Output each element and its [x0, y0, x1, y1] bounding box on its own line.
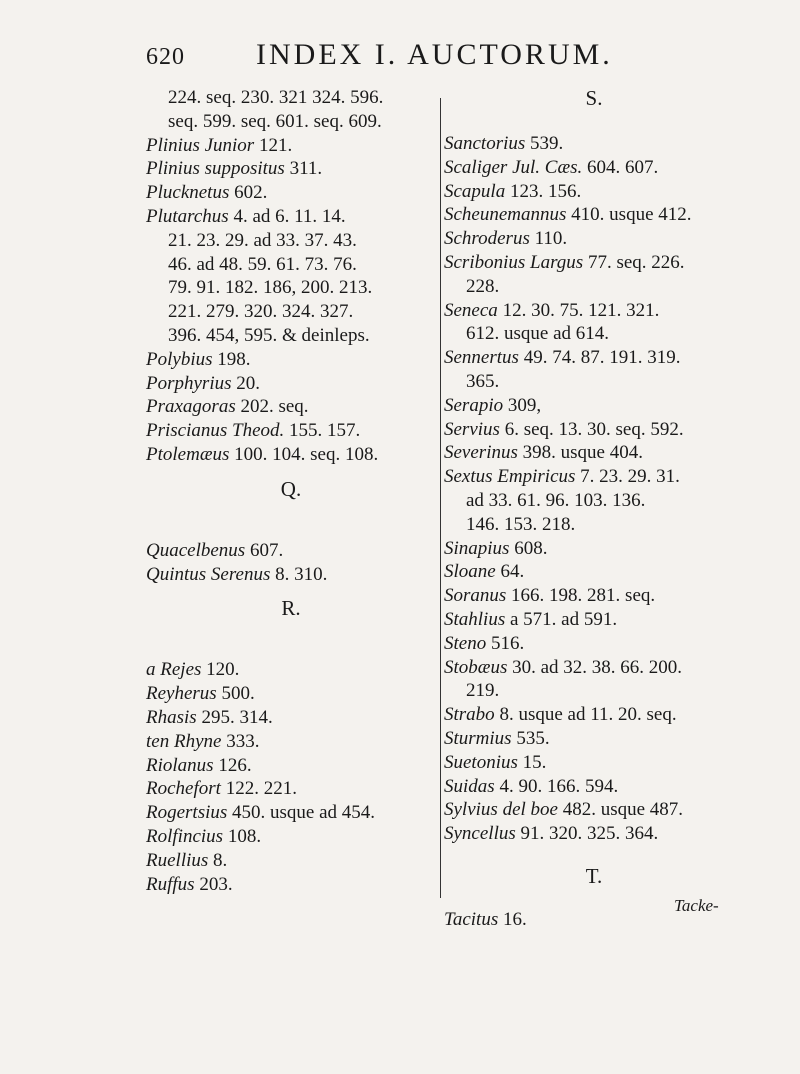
section-letter-q: Q. — [280, 476, 302, 501]
author-name: ten Rhyne — [146, 730, 222, 752]
index-entry — [146, 563, 436, 587]
page-references: 121. — [254, 134, 293, 156]
page-references: 396. 454, 595. & deinleps. — [168, 324, 370, 346]
page-references: 49. 74. 87. 191. 319. — [518, 347, 681, 369]
page-references: 123. 156. — [505, 180, 582, 202]
author-name: Rochefort — [146, 778, 221, 800]
index-entry — [146, 777, 436, 801]
page-references: 64. — [495, 561, 525, 583]
author-name: Ptolemæus — [146, 443, 230, 465]
author-name: Rhasis — [146, 706, 197, 728]
page-references: ad 33. 61. 96. 103. 136. — [466, 489, 646, 511]
author-name: Polybius — [146, 348, 213, 370]
author-name: a Rejes — [146, 659, 202, 681]
index-entry-continuation — [146, 276, 436, 300]
page-references: 410. usque 412. — [566, 204, 692, 226]
page-references: 228. — [466, 275, 500, 297]
page-references: 516. — [486, 632, 525, 654]
page-references: 122. 221. — [220, 778, 297, 800]
section-letter-t: T. — [585, 863, 603, 888]
index-entry — [444, 632, 744, 656]
index-entry — [444, 180, 744, 204]
author-name: Soranus — [444, 585, 507, 607]
index-entry-continuation — [146, 324, 436, 348]
author-name: Porphyrius — [146, 372, 232, 394]
page-references: 539. — [525, 133, 564, 154]
index-entry-continuation — [444, 275, 744, 299]
page-references: 224. seq. 230. 321 324. 596. — [168, 87, 384, 108]
author-name: Plutarchus — [146, 205, 229, 227]
author-name: Scapula — [444, 180, 506, 202]
page-references: 12. 30. 75. 121. 321. — [497, 299, 660, 321]
index-entry — [146, 658, 436, 682]
index-entry-continuation — [444, 370, 744, 394]
index-entry — [444, 441, 744, 465]
page-header — [146, 38, 746, 78]
index-entry — [146, 539, 436, 563]
author-name: Scheunemannus — [444, 204, 567, 226]
index-entry — [146, 825, 436, 849]
author-name: Plinius suppositus — [146, 158, 285, 180]
index-entry — [444, 346, 744, 370]
index-entry — [444, 537, 744, 561]
author-name: Quintus Serenus — [146, 563, 271, 585]
author-name: Syncellus — [444, 823, 516, 845]
page-references: 612. usque ad 614. — [466, 323, 610, 345]
index-block — [146, 539, 436, 587]
index-entry — [146, 873, 436, 897]
author-name: Suetonius — [444, 751, 518, 773]
index-entry — [444, 132, 744, 156]
page-references: 203. — [194, 873, 233, 895]
page-references: 202. seq. — [235, 396, 309, 418]
author-name: Sanctorius — [444, 133, 526, 154]
page-references: 155. 157. — [284, 420, 361, 442]
author-name: Strabo — [444, 704, 495, 726]
index-entry — [146, 134, 436, 158]
page-references: 221. 279. 320. 324. 327. — [168, 301, 354, 323]
author-name: Serapio — [444, 394, 504, 416]
index-entry — [444, 227, 744, 251]
column-divider — [440, 98, 441, 898]
author-name: Rogertsius — [146, 802, 228, 824]
page-references: 607. — [245, 539, 284, 561]
author-name: Stobæus — [444, 656, 508, 678]
page-references: 91. 320. 325. 364. — [515, 823, 659, 845]
page-references: 110. — [529, 228, 568, 250]
page-references: 120. — [201, 659, 240, 681]
index-entry — [444, 584, 744, 608]
page-references: 100. 104. seq. 108. — [229, 443, 379, 465]
page-references: 8. — [208, 849, 228, 871]
index-entry — [444, 775, 744, 799]
index-entry — [444, 656, 744, 680]
index-entry — [444, 156, 744, 180]
page-references: 20. — [231, 372, 260, 394]
page-references: 450. usque ad 454. — [227, 802, 376, 824]
index-entry-continuation — [146, 253, 436, 277]
index-entry-continuation — [146, 86, 436, 110]
index-block — [444, 132, 744, 846]
index-entry — [146, 849, 436, 873]
page-references: 535. — [511, 727, 550, 749]
page-references: 198. — [212, 348, 251, 370]
page-references: 311. — [284, 158, 323, 180]
section-letter-r: R. — [281, 596, 301, 621]
author-name: Tacitus — [444, 908, 499, 930]
author-name: Schroderus — [444, 228, 530, 250]
index-entry — [444, 418, 744, 442]
page-references: 6. seq. 13. 30. seq. 592. — [499, 418, 684, 440]
page-references: 295. 314. — [196, 706, 273, 728]
author-name: Sloane — [444, 561, 496, 583]
index-entry — [444, 703, 744, 727]
index-entry — [146, 372, 436, 396]
catchword: Tacke- — [674, 896, 719, 915]
page-references: 333. — [221, 730, 260, 752]
index-entry-continuation — [146, 110, 436, 134]
section-letter-s: S. — [585, 86, 603, 110]
page-references: 500. — [216, 683, 255, 705]
author-name: Praxagoras — [146, 396, 236, 418]
index-entry — [146, 754, 436, 778]
author-name: Ruffus — [146, 873, 195, 895]
index-entry — [146, 706, 436, 730]
index-entry — [146, 348, 436, 372]
page-references: seq. 599. seq. 601. seq. 609. — [168, 110, 382, 132]
author-name: Plucknetus — [146, 182, 230, 204]
index-entry-continuation — [444, 513, 744, 537]
page-references: 604. 607. — [582, 156, 659, 178]
running-title: INDEX I. AUCTORUM. — [256, 38, 613, 71]
page-references: 77. seq. 226. — [583, 251, 685, 273]
index-entry-continuation — [444, 322, 744, 346]
author-name: Steno — [444, 632, 487, 654]
author-name: Scribonius Largus — [444, 251, 584, 273]
page-references: 482. usque 487. — [557, 799, 684, 821]
index-entry — [146, 157, 436, 181]
index-entry — [444, 465, 744, 489]
index-entry — [146, 205, 436, 229]
page-references: 30. ad 32. 38. 66. 200. — [507, 656, 683, 678]
index-entry — [146, 730, 436, 754]
page-references: 15. — [517, 751, 547, 773]
page-references: 7. 23. 29. 31. — [575, 466, 680, 488]
page-references: 79. 91. 182. 186, 200. 213. — [168, 277, 373, 299]
page-references: 309, — [503, 394, 542, 416]
page-references: 146. 153. 218. — [466, 513, 576, 535]
author-name: Ruellius — [146, 849, 209, 871]
index-entry — [146, 395, 436, 419]
index-entry-continuation — [444, 489, 744, 513]
author-name: Sinapius — [444, 537, 510, 559]
page-references: 16. — [498, 908, 527, 930]
index-entry-continuation — [146, 229, 436, 253]
author-name: Scaliger Jul. Cæs. — [444, 156, 583, 178]
author-name: Severinus — [444, 442, 518, 464]
index-entry — [146, 181, 436, 205]
page-references: 126. — [213, 754, 252, 776]
page-references: 8. 310. — [270, 563, 328, 585]
page-references: 166. 198. 281. seq. — [506, 585, 656, 607]
page-references: 108. — [223, 825, 262, 847]
index-entry — [444, 203, 744, 227]
page-references: 398. usque 404. — [517, 442, 643, 464]
author-name: Stahlius — [444, 608, 506, 630]
author-name: Seneca — [444, 299, 498, 321]
author-name: Reyherus — [146, 683, 217, 705]
index-block — [146, 86, 436, 467]
page-references: 4. 90. 166. 594. — [494, 775, 619, 797]
index-entry — [444, 822, 744, 846]
author-name: Priscianus Theod. — [146, 420, 285, 442]
author-name: Sturmius — [444, 727, 512, 749]
author-name: Quacelbenus — [146, 539, 246, 561]
page-references: 365. — [466, 370, 500, 392]
index-block — [146, 658, 436, 896]
page-references: 602. — [229, 182, 268, 204]
index-entry — [444, 798, 744, 822]
author-name: Sextus Empiricus — [444, 466, 576, 488]
index-entry — [444, 394, 744, 418]
index-entry — [146, 443, 436, 467]
page-references: 219. — [466, 680, 500, 702]
author-name: Sylvius del boe — [444, 799, 558, 821]
page-number: 620 — [146, 44, 185, 70]
index-entry-continuation — [444, 679, 744, 703]
index-entry — [444, 727, 744, 751]
author-name: Plinius Junior — [146, 134, 255, 156]
page-references: 608. — [509, 537, 548, 559]
page-references: 21. 23. 29. ad 33. 37. 43. — [168, 229, 357, 251]
page-references: 46. ad 48. 59. 61. 73. 76. — [168, 253, 357, 275]
index-entry-continuation — [146, 300, 436, 324]
author-name: Servius — [444, 418, 500, 440]
index-entry — [444, 608, 744, 632]
index-entry — [444, 251, 744, 275]
index-entry — [146, 682, 436, 706]
right-column — [444, 86, 744, 932]
left-column — [146, 86, 436, 896]
index-entry — [146, 801, 436, 825]
index-entry — [146, 419, 436, 443]
index-entry — [444, 751, 744, 775]
page-references: 4. ad 6. 11. 14. — [228, 205, 346, 227]
author-name: Sennertus — [444, 347, 519, 369]
index-entry — [444, 560, 744, 584]
index-entry — [444, 299, 744, 323]
author-name: Rolfincius — [146, 825, 224, 847]
author-name: Suidas — [444, 775, 495, 797]
page-references: a 571. ad 591. — [505, 608, 618, 630]
page-references: 8. usque ad 11. 20. seq. — [494, 704, 677, 726]
author-name: Riolanus — [146, 754, 214, 776]
